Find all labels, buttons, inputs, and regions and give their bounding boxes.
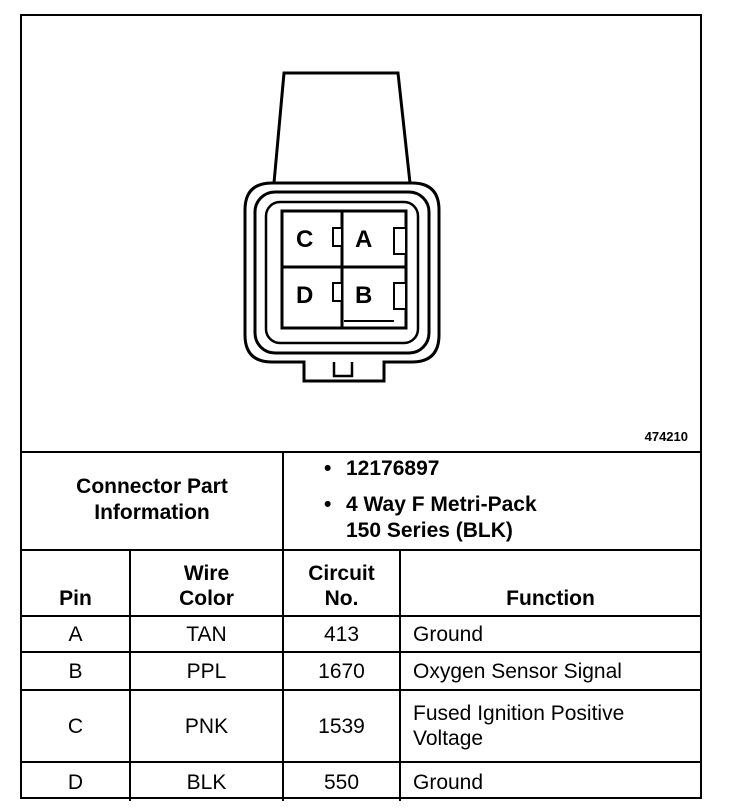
header-circuit-line2: No. (324, 587, 359, 610)
table-row (22, 616, 700, 652)
cell-circuit: 1539 (283, 690, 400, 762)
cell-function-line1: Fused Ignition Positive (413, 702, 625, 725)
terminal-tab-b (394, 283, 406, 309)
cell-function: Ground (400, 616, 700, 652)
table-row (22, 652, 700, 690)
header-circuit (283, 550, 400, 616)
cell-pin: C (22, 690, 130, 762)
cell-function: Ground (400, 762, 700, 801)
pin-label-a: A (355, 226, 373, 253)
connector-part-label-cell (22, 451, 283, 550)
cell-circuit: 413 (283, 616, 400, 652)
header-circuit-line1: Circuit (308, 562, 375, 585)
terminal-tab-c (333, 228, 342, 246)
cell-circuit: 550 (283, 762, 400, 801)
terminal-tab-d (333, 283, 342, 301)
connector-info-row (22, 451, 700, 550)
cell-wire-color: TAN (130, 616, 283, 652)
cell-circuit: 1670 (283, 652, 400, 690)
pin-label-d: D (296, 282, 314, 309)
cell-function-line2: Voltage (413, 727, 484, 750)
header-wire-color-line1: Wire (183, 562, 230, 585)
figure-id: 474210 (644, 429, 688, 444)
table-header-row (22, 550, 700, 616)
cell-wire-color: PPL (130, 652, 283, 690)
header-function: Function (400, 550, 700, 616)
connector-part-label-line1: Connector Part (76, 475, 228, 498)
cell-pin: A (22, 616, 130, 652)
table-row (22, 762, 700, 801)
table-row (22, 690, 700, 762)
cell-pin: B (22, 652, 130, 690)
cell-pin: D (22, 762, 130, 801)
part-description-line1: 4 Way F Metri-Pack (346, 493, 537, 516)
part-description (324, 492, 700, 544)
cell-function (400, 690, 700, 762)
part-number: • 12176897 (324, 456, 700, 482)
connector-diagram (22, 16, 700, 453)
header-wire-color (130, 550, 283, 616)
connector-strain-relief (274, 73, 410, 183)
cell-wire-color: PNK (130, 690, 283, 762)
connector-frame (20, 14, 702, 799)
connector-part-details-cell (283, 451, 700, 550)
terminal-tab-a (394, 228, 406, 254)
part-description-line2: 150 Series (BLK) (346, 519, 513, 542)
pin-label-b: B (355, 282, 373, 309)
header-pin: Pin (22, 550, 130, 616)
connector-table (22, 451, 700, 801)
header-wire-color-line2: Color (179, 587, 234, 610)
cell-wire-color: BLK (130, 762, 283, 801)
cell-function: Oxygen Sensor Signal (400, 652, 700, 690)
connector-part-label-line2: Information (94, 501, 210, 524)
pin-label-c: C (296, 226, 314, 253)
